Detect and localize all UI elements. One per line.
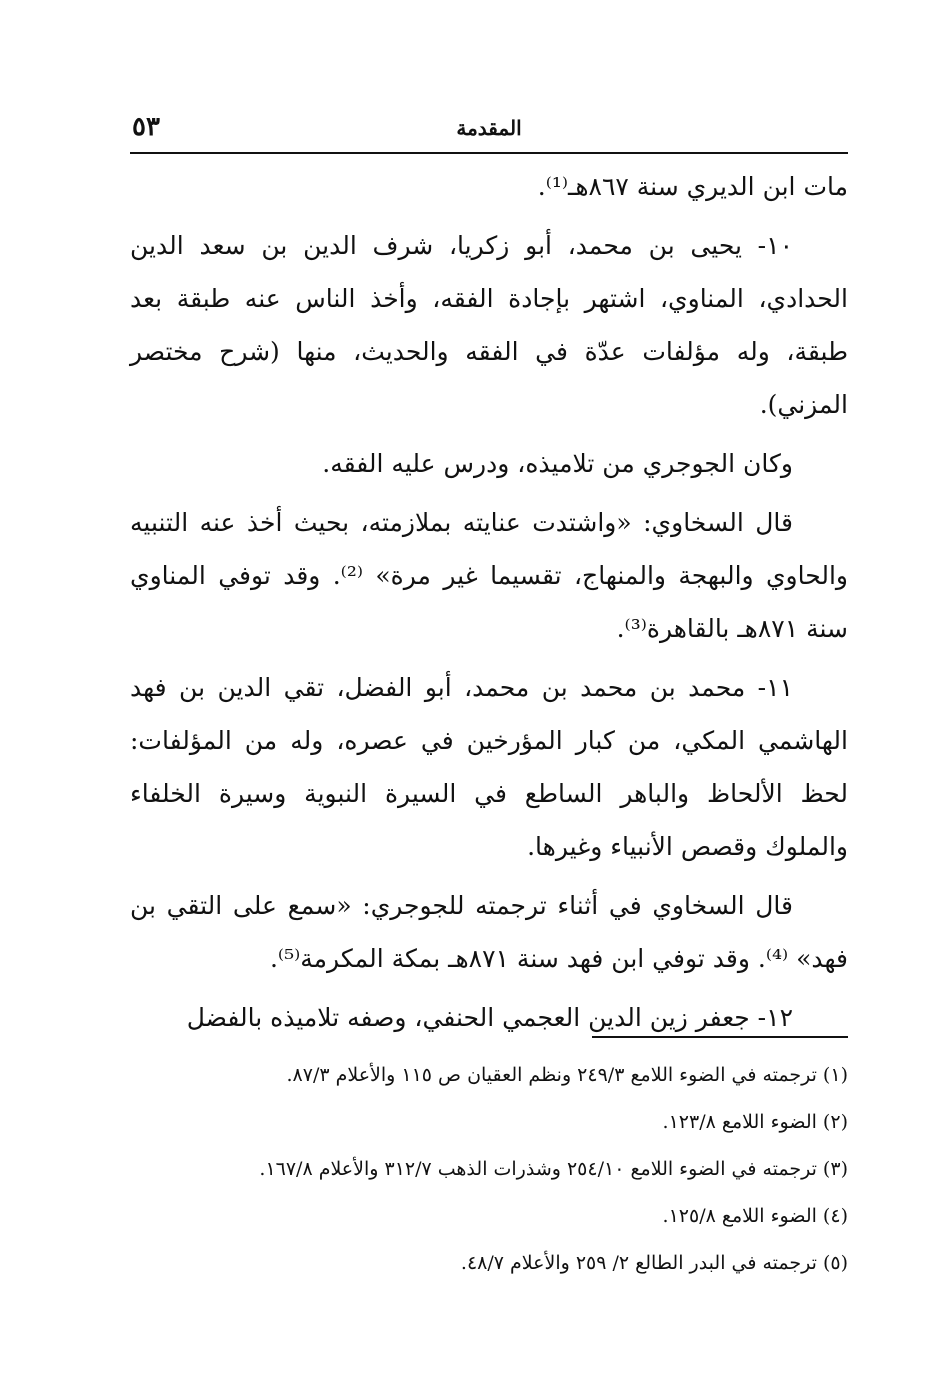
paragraph-1: مات ابن الديري سنة ٨٦٧هـ⁽¹⁾.	[537, 172, 848, 201]
paragraph-4: قال السخاوي في أثناء ترجمته للجوجري: «سمع على التقي بن فهد» ⁽⁴⁾. وقد توفي ابن فهد سنة ٨٧١هـ بمكة المكرمة⁽⁵⁾.	[130, 891, 848, 973]
header-rule	[130, 152, 848, 154]
chapter-title: المقدمة	[456, 116, 522, 140]
footnote-rule	[592, 1036, 848, 1038]
footnotes	[130, 1052, 848, 1287]
main-text	[130, 160, 848, 1050]
footnote-4: (٤) الضوء اللامع ١٢٥/٨.	[662, 1205, 848, 1227]
paragraph-3: قال السخاوي: «واشتدت عنايته بملازمته، بحيث أخذ عنه التنبيه والحاوي والبهجة والمنهاج، تقسيما غير مرة» ⁽²⁾. وقد توفي المناوي سنة ٨٧١هـ بالقاهرة⁽³⁾.	[130, 508, 848, 643]
paragraph-2: وكان الجوجري من تلاميذه، ودرس عليه الفقه.	[322, 449, 793, 478]
footnote-5: (٥) ترجمته في البدر الطالع ٢/ ٢٥٩ والأعلام ٤٨/٧.	[460, 1252, 848, 1274]
footnote-1: (١) ترجمته في الضوء اللامع ٢٤٩/٣ ونظم العقيان ص ١١٥ والأعلام ٨٧/٣.	[286, 1064, 848, 1086]
paragraph-entry-12: ١٢- جعفر زين الدين العجمي الحنفي، وصفه تلاميذه بالفضل	[186, 1003, 793, 1032]
footnote-2: (٢) الضوء اللامع ١٢٣/٨.	[662, 1111, 848, 1133]
page-number: ٥٣	[132, 112, 160, 142]
paragraph-entry-10: ١٠- يحيى بن محمد، أبو زكريا، شرف الدين بن سعد الدين الحدادي، المناوي، اشتهر بإجادة الفقه، وأخذ الناس عنه طبقة بعد طبقة، وله مؤلفات عدّة في الفقه والحديث، منها (شرح مختصر المزني).	[130, 231, 848, 419]
running-header	[130, 112, 848, 148]
footnote-3: (٣) ترجمته في الضوء اللامع ٢٥٤/١٠ وشذرات الذهب ٣١٢/٧ والأعلام ١٦٧/٨.	[259, 1158, 848, 1180]
paragraph-entry-11: ١١- محمد بن محمد بن محمد، أبو الفضل، تقي الدين بن فهد الهاشمي المكي، من كبار المؤرخين في عصره، وله من المؤلفات: لحظ الألحاظ والباهر الساطع في السيرة النبوية وسيرة الخلفاء والملوك وقصص الأنبياء وغيرها.	[130, 673, 848, 861]
